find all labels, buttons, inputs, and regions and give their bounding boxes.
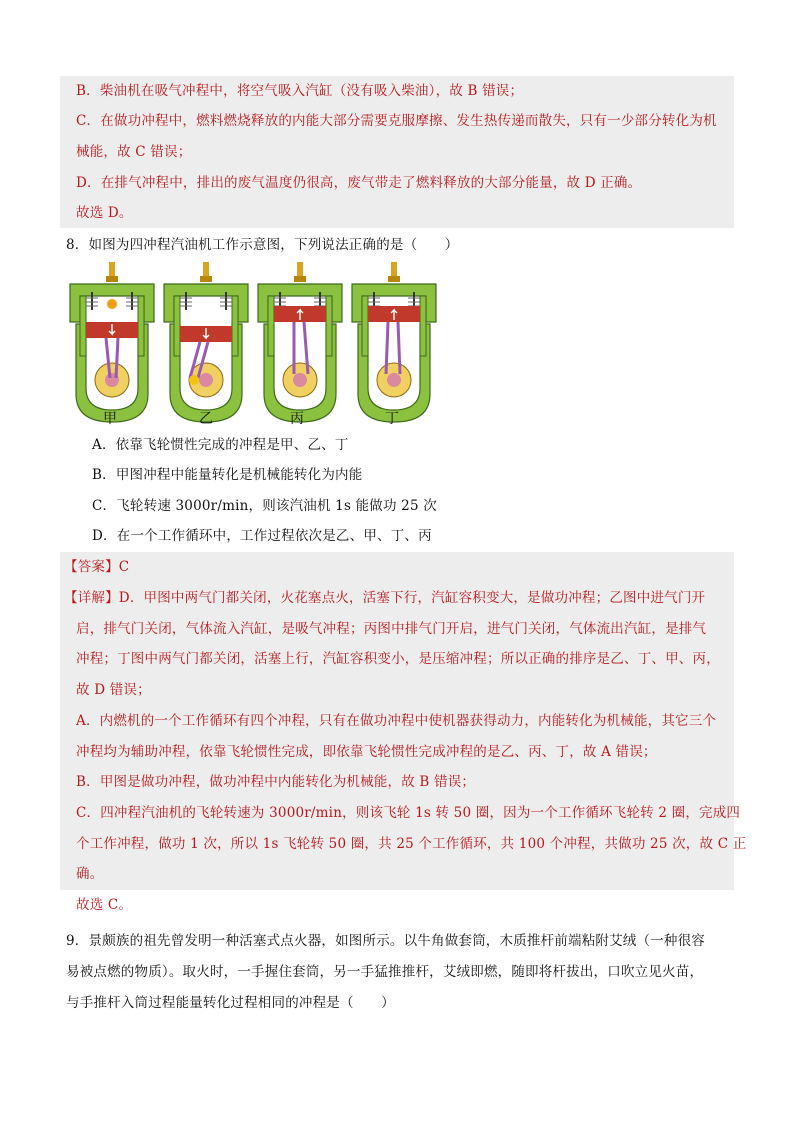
- q9-stem-line-2: 易被点燃的物质）。取火时，一手握住套筒，另一手猛推推杆，艾绒即燃，随即将杆拔出，口吹立见火苗，: [66, 964, 704, 980]
- q9-stem-line-3: 与手推杆入筒过程能量转化过程相同的冲程是（ ）: [66, 995, 395, 1011]
- q7-option-b-analysis: B．柴油机在吸气冲程中，将空气吸入汽缸（没有吸入柴油），故 B 错误；: [76, 83, 524, 99]
- q8-detail-line-8: C．四冲程汽油机的飞轮转速为 3000r/min，则该飞轮 1s 转 50 圈，因为一个工作循环飞轮转 2 圈，完成四: [76, 805, 741, 821]
- q8-choice: 故选 C。: [76, 897, 133, 913]
- q7-option-d-analysis: D．在排气冲程中，排出的废气温度仍很高，废气带走了燃料释放的大部分能量，故 D 正确。: [76, 175, 642, 191]
- q8-answer: 【答案】C: [64, 559, 130, 575]
- q8-detail-line-2: 启，排气门关闭，气体流入汽缸，是吸气冲程；丙图中排气门开启，进气门关闭，气体流出汽缸，是排气: [76, 621, 707, 637]
- q8-stem: 8．如图为四冲程汽油机工作示意图，下列说法正确的是（ ）: [66, 237, 459, 253]
- engine-label-ding: 丁: [385, 411, 399, 427]
- engine-label-bing: 丙: [290, 411, 304, 427]
- q8-option-b: B．甲图冲程中能量转化是机械能转化为内能: [92, 467, 363, 483]
- q8-option-a: A．依靠飞轮惯性完成的冲程是甲、乙、丁: [92, 437, 349, 453]
- q8-detail-line-9: 个工作冲程，做功 1 次，所以 1s 飞轮转 50 圈，共 25 个工作循环，共 100 个冲程，共做功 25 次，故 C 正: [76, 836, 747, 852]
- q8-option-c: C．飞轮转速 3000r/min，则该汽油机 1s 能做功 25 次: [92, 498, 437, 514]
- q8-detail-line-6: 冲程均为辅助冲程，依靠飞轮惯性完成，即依靠飞轮惯性完成冲程的是乙、丙、丁，故 A 错误；: [76, 744, 657, 760]
- engine-label-yi: 乙: [199, 411, 213, 427]
- four-stroke-engine-diagram: [66, 262, 442, 426]
- q8-detail-line-3: 冲程；丁图中两气门都关闭，活塞上行，汽缸容积变小，是压缩冲程；所以正确的排序是乙、丁、甲、丙，: [76, 651, 720, 667]
- q7-option-c-analysis-2: 械能，故 C 错误；: [76, 144, 192, 160]
- q8-detail-line-4: 故 D 错误；: [76, 682, 151, 698]
- q7-choice: 故选 D。: [76, 205, 133, 221]
- q8-detail-line-10: 确。: [76, 866, 104, 882]
- q8-detail-line-7: B．甲图是做功冲程，做功冲程中内能转化为机械能，故 B 错误；: [76, 774, 476, 790]
- q7-option-c-analysis-1: C．在做功冲程中，燃料燃烧释放的内能大部分需要克服摩擦、发生热传递而散失，只有一少部分转化为机: [76, 113, 717, 129]
- q8-option-d: D．在一个工作循环中，工作过程依次是乙、甲、丁、丙: [92, 528, 432, 544]
- q8-detail-line-5: A．内燃机的一个工作循环有四个冲程，只有在做功冲程中使机器获得动力，内能转化为机械能，其它三个: [76, 713, 717, 729]
- q8-detail-line-1: 【详解】D．甲图中两气门都关闭，火花塞点火，活塞下行，汽缸容积变大，是做功冲程；乙图中进气门开: [64, 590, 706, 606]
- q9-stem-line-1: 9．景颇族的祖先曾发明一种活塞式点火器，如图所示。以牛角做套筒，木质推杆前端粘附艾绒（一种很容: [66, 933, 705, 949]
- engine-label-jia: 甲: [103, 411, 117, 427]
